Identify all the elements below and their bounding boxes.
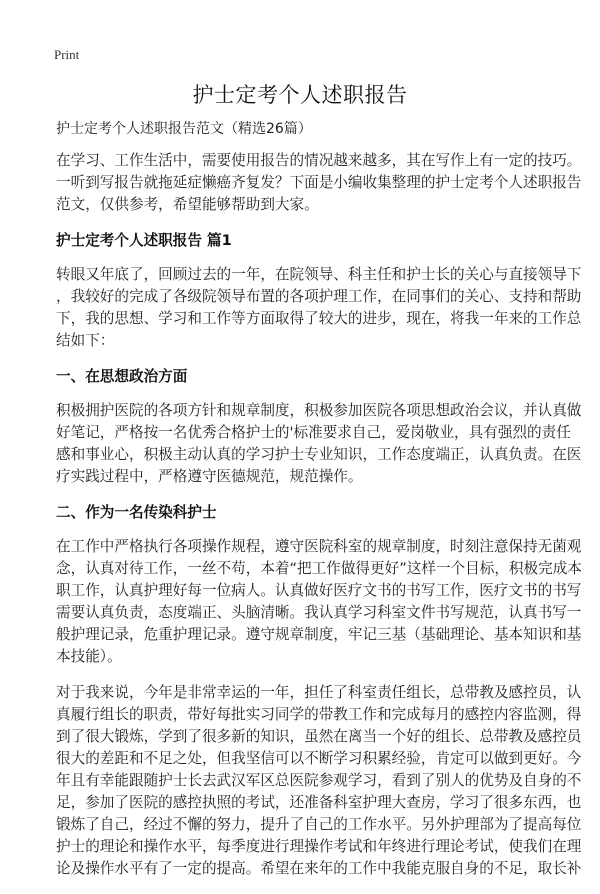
- text-line: 结如下：: [56, 332, 115, 349]
- text-line: 本技能）。: [56, 648, 122, 665]
- text-line: 论及操作水平有了一定的提高。希望在来年的工作中我能克服自身的不足，取长补: [56, 860, 582, 877]
- text-line: 般护理记录，危重护理记录。遵守规章制度，牢记三基（基础理论、基本知识和基: [56, 626, 582, 643]
- print-label: Print: [54, 47, 80, 62]
- intro-paragraph: [56, 150, 582, 216]
- text-line: 好笔记，严格按一名优秀合格护士的'标准要求自己，爱岗敬业，具有强烈的责任: [56, 424, 571, 441]
- text-line: 职工作，认真护理好每一位病人。认真做好医疗文书的书写工作，医疗文书的书写: [56, 582, 582, 599]
- text-line: 在学习、工作生活中，需要使用报告的情况越来越多，其在写作上有一定的技巧。: [56, 152, 582, 169]
- paragraph-2: [56, 400, 582, 488]
- paragraph-4: [56, 682, 582, 880]
- text-line: 范文，仅供参考，希望能够帮助到大家。: [56, 196, 319, 213]
- text-line: 年且有幸能跟随护士长去武汉军区总医院参观学习，看到了别人的优势及自身的不: [56, 772, 582, 789]
- text-line: 下，我的思想、学习和工作等方面取得了较大的进步，现在，将我一年来的工作总: [56, 310, 582, 327]
- text-line: 在工作中严格执行各项操作规程，遵守医院科室的规章制度，时刻注意保持无菌观: [56, 538, 582, 555]
- paragraph-1: [56, 264, 582, 352]
- document-body: [56, 118, 582, 894]
- document-title: 护士定考个人述职报告: [192, 83, 408, 107]
- text-line: 真履行组长的职责，带好每批实习同学的带教工作和完成每月的感控内容监测，得: [56, 706, 582, 723]
- text-line: 护士的理论和操作水平，每季度进行理操作考试和年终进行理论考试，使我们在理: [56, 838, 582, 855]
- document-subtitle: 护士定考个人述职报告范文（精选26篇）: [56, 121, 312, 137]
- paragraph-3: [56, 536, 582, 668]
- text-line: 锻炼了自己，经过不懈的努力，提升了自己的工作水平。另外护理部为了提高每位: [56, 816, 582, 833]
- text-line: 一听到写报告就拖延症懒癌齐复发？下面是小编收集整理的护士定考个人述职报告: [56, 174, 582, 191]
- text-line: ，我较好的完成了各级院领导布置的各项护理工作，在同事们的关心、支持和帮助: [56, 288, 582, 305]
- section-title: 护士定考个人述职报告 篇1: [56, 232, 232, 249]
- text-line: 很大的差距和不足之处，但我坚信可以不断学习积累经验，肯定可以做到更好。今: [56, 750, 582, 767]
- text-line: 疗实践过程中，严格遵守医德规范，规范操作。: [56, 468, 363, 485]
- text-line: 到了很大锻炼，学到了很多新的知识，虽然在离当一个好的组长、总带教及感控员: [56, 728, 582, 745]
- text-line: 需要认真负责，态度端正、头脑清晰。我认真学习科室文件书写规范，认真书写一: [56, 604, 582, 621]
- text-line: 积极拥护医院的各项方针和规章制度，积极参加医院各项思想政治会议，并认真做: [56, 402, 582, 419]
- heading-infectious-nurse: 二、作为一名传染科护士: [56, 504, 217, 521]
- text-line: 转眼又年底了，回顾过去的一年，在院领导、科主任和护士长的关心与直接领导下: [56, 266, 582, 283]
- text-line: 足，参加了医院的感控执照的考试，还准备科室护理大查房，学习了很多东西，也: [56, 794, 582, 811]
- text-line: 念，认真对待工作，一丝不苟，本着“把工作做得更好”这样一个目标，积极完成本: [56, 560, 582, 577]
- text-line: 对于我来说，今年是非常幸运的一年，担任了科室责任组长，总带教及感控员，认: [56, 684, 582, 701]
- text-line: 感和事业心，积极主动认真的学习护士专业知识，工作态度端正，认真负责。在医: [56, 446, 582, 463]
- heading-political: 一、在思想政治方面: [56, 368, 188, 385]
